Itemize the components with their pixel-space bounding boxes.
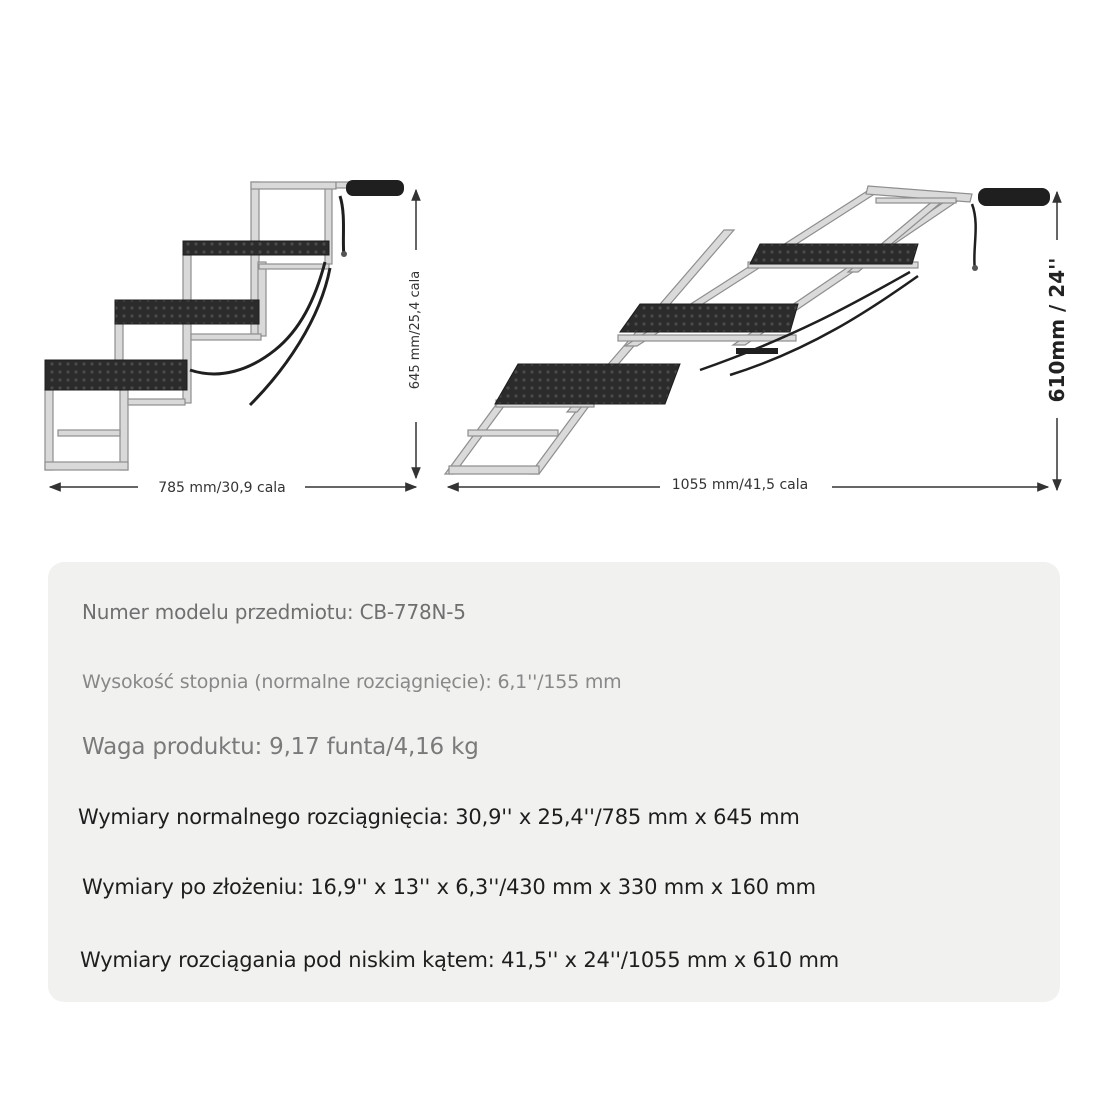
- low-angle-dimensions-text: Wymiary rozciągania pod niskim kątem: 41,5'' x 24''/1055 mm x 610 mm: [80, 948, 839, 972]
- right-height-dimension: [1045, 192, 1069, 490]
- step-height-text: Wysokość stopnia (normalne rozciągnięcie): 6,1''/155 mm: [82, 671, 622, 693]
- handle-grip: [346, 180, 404, 196]
- folded-dimensions-text: Wymiary po złożeniu: 16,9'' x 13'' x 6,3''/430 mm x 330 mm x 160 mm: [82, 875, 816, 899]
- normal-dimensions-text: Wymiary normalnego rozciągnięcia: 30,9'' x 25,4''/785 mm x 645 mm: [78, 805, 800, 829]
- handle-grip: [978, 188, 1050, 206]
- product-dimension-diagram: [0, 0, 1100, 540]
- left-height-dimension: [408, 190, 423, 478]
- dog-stairs-normal-image: [45, 180, 404, 470]
- left-width-label: 785 mm/30,9 cala: [158, 480, 286, 496]
- left-width-dimension: [50, 480, 416, 496]
- right-width-dimension: [448, 477, 1048, 493]
- specifications-panel: [48, 562, 1060, 1002]
- weight-text: Waga produktu: 9,17 funta/4,16 kg: [82, 734, 479, 760]
- right-height-label: 610mm / 24'': [1045, 257, 1069, 403]
- model-number-text: Numer modelu przedmiotu: CB-778N-5: [82, 600, 466, 624]
- left-height-label: 645 mm/25,4 cala: [408, 270, 423, 390]
- dog-stairs-low-angle-image: [445, 186, 1050, 474]
- right-width-label: 1055 mm/41,5 cala: [671, 477, 809, 493]
